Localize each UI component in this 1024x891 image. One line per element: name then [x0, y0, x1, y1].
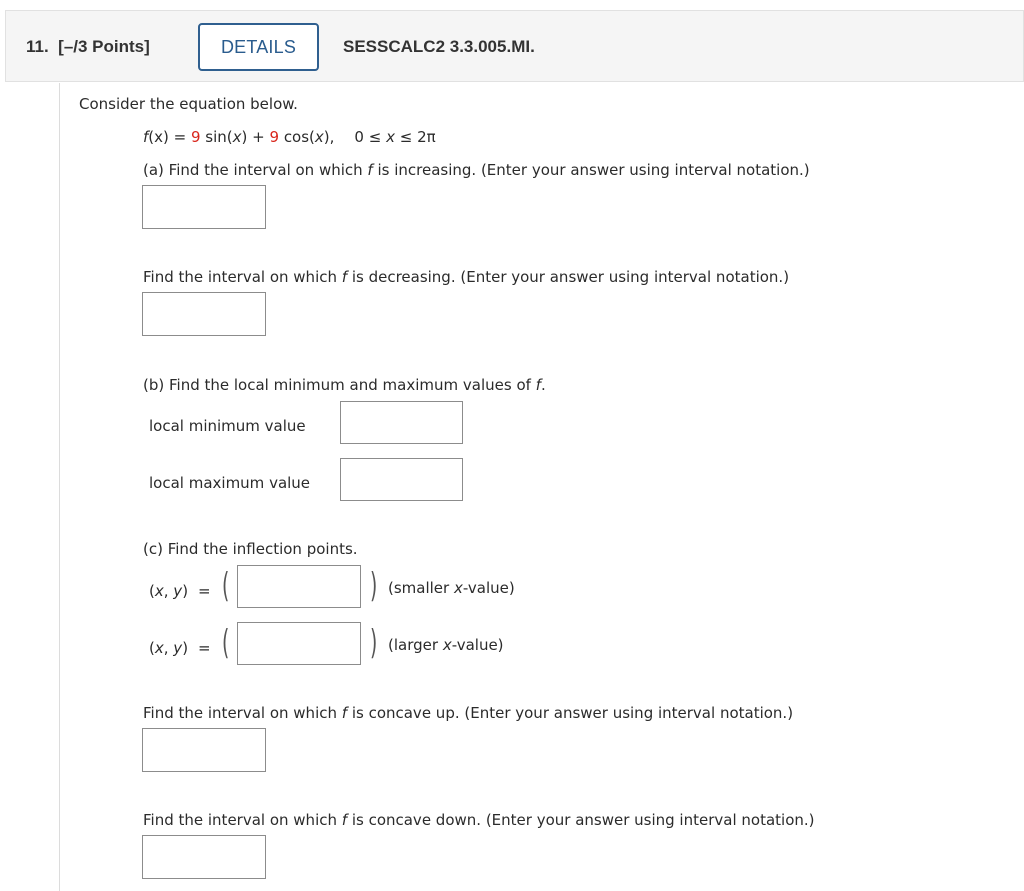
eq-var-2: x	[314, 128, 324, 146]
local-extrema-prompt	[143, 376, 546, 394]
eq-cos-open: cos(	[279, 128, 315, 146]
local-extrema-prompt-b: .	[540, 376, 546, 394]
intro-text: Consider the equation below.	[79, 95, 298, 113]
left-paren-smaller: (	[221, 566, 230, 606]
local-extrema-prompt-f: f	[535, 376, 541, 394]
question-number: 11.	[26, 37, 49, 56]
question-code: SESSCALC2 3.3.005.MI.	[343, 37, 535, 56]
point-label-larger-close: )	[182, 639, 189, 657]
local-min-input[interactable]	[340, 401, 463, 444]
concave-down-prompt	[143, 811, 815, 829]
concave-up-prompt-f: f	[341, 704, 348, 722]
concave-up-input[interactable]	[142, 728, 266, 772]
increasing-interval-input[interactable]	[142, 185, 266, 229]
decreasing-prompt-f: f	[341, 268, 348, 286]
right-paren-smaller: )	[369, 566, 378, 606]
inflection-prompt: (c) Find the inflection points.	[143, 540, 358, 558]
eq-domain-upper: ≤ 2π	[394, 128, 436, 146]
eq-domain-lower: 0 ≤	[354, 128, 387, 146]
decreasing-prompt-a: Find the interval on which	[143, 268, 342, 286]
question-header	[5, 10, 1024, 82]
increasing-prompt-a: (a) Find the interval on which	[143, 161, 368, 179]
larger-note-x: x	[442, 636, 452, 654]
local-extrema-prompt-a: (b) Find the local minimum and maximum values of	[143, 376, 536, 394]
right-paren-larger: )	[369, 623, 378, 663]
concave-down-prompt-b: is concave down. (Enter your answer using interval notation.)	[347, 811, 815, 829]
eq-sin-open: sin(	[200, 128, 233, 146]
smaller-x-value-note	[388, 579, 515, 597]
eq-coefficient-2: 9	[269, 128, 280, 146]
eq-arg: (x)	[148, 128, 169, 146]
point-label-smaller-y: y	[173, 582, 183, 600]
decreasing-prompt-b: is decreasing. (Enter your answer using interval notation.)	[347, 268, 790, 286]
decreasing-prompt	[143, 268, 789, 286]
point-label-smaller-eq: =	[198, 582, 211, 600]
smaller-note-a: (smaller	[388, 579, 454, 597]
eq-domain-var: x	[386, 128, 395, 146]
concave-up-prompt-a: Find the interval on which	[143, 704, 342, 722]
equation	[143, 128, 436, 146]
eq-var-1: x	[232, 128, 242, 146]
inflection-point-larger-input[interactable]	[237, 622, 361, 665]
larger-x-value-note	[388, 636, 504, 654]
eq-fn: f	[143, 128, 149, 146]
local-max-label: local maximum value	[149, 474, 311, 492]
point-label-larger-open: (	[149, 639, 155, 657]
increasing-prompt-f: f	[367, 161, 373, 179]
inflection-point-smaller-input[interactable]	[237, 565, 361, 608]
concave-down-prompt-f: f	[341, 811, 348, 829]
eq-cos-close: ),	[323, 128, 335, 146]
concave-up-prompt-b: is concave up. (Enter your answer using interval notation.)	[347, 704, 794, 722]
smaller-note-x: x	[453, 579, 463, 597]
point-label-larger-eq: =	[198, 639, 211, 657]
larger-note-b: -value)	[451, 636, 504, 654]
decreasing-interval-input[interactable]	[142, 292, 266, 336]
point-label-smaller-close: )	[182, 582, 189, 600]
eq-equals: =	[168, 128, 191, 146]
content-divider	[59, 83, 60, 891]
smaller-note-b: -value)	[462, 579, 515, 597]
local-min-label: local minimum value	[149, 417, 306, 435]
point-label-smaller-open: (	[149, 582, 155, 600]
point-label-smaller-x: x	[154, 582, 164, 600]
point-label-smaller-sep: ,	[163, 582, 174, 600]
question-number-points	[26, 37, 150, 57]
left-paren-larger: (	[221, 623, 230, 663]
eq-sin-close: ) +	[241, 128, 270, 146]
details-button[interactable]: DETAILS	[198, 23, 319, 71]
local-max-input[interactable]	[340, 458, 463, 501]
larger-note-a: (larger	[388, 636, 443, 654]
point-label-larger	[149, 639, 211, 657]
question-points: [–/3 Points]	[58, 37, 150, 56]
increasing-prompt	[143, 161, 810, 179]
increasing-prompt-b: is increasing. (Enter your answer using interval notation.)	[372, 161, 810, 179]
concave-down-prompt-a: Find the interval on which	[143, 811, 342, 829]
point-label-larger-y: y	[173, 639, 183, 657]
point-label-smaller	[149, 582, 211, 600]
point-label-larger-x: x	[154, 639, 164, 657]
concave-up-prompt	[143, 704, 793, 722]
point-label-larger-sep: ,	[163, 639, 174, 657]
eq-coefficient-1: 9	[190, 128, 201, 146]
concave-down-input[interactable]	[142, 835, 266, 879]
